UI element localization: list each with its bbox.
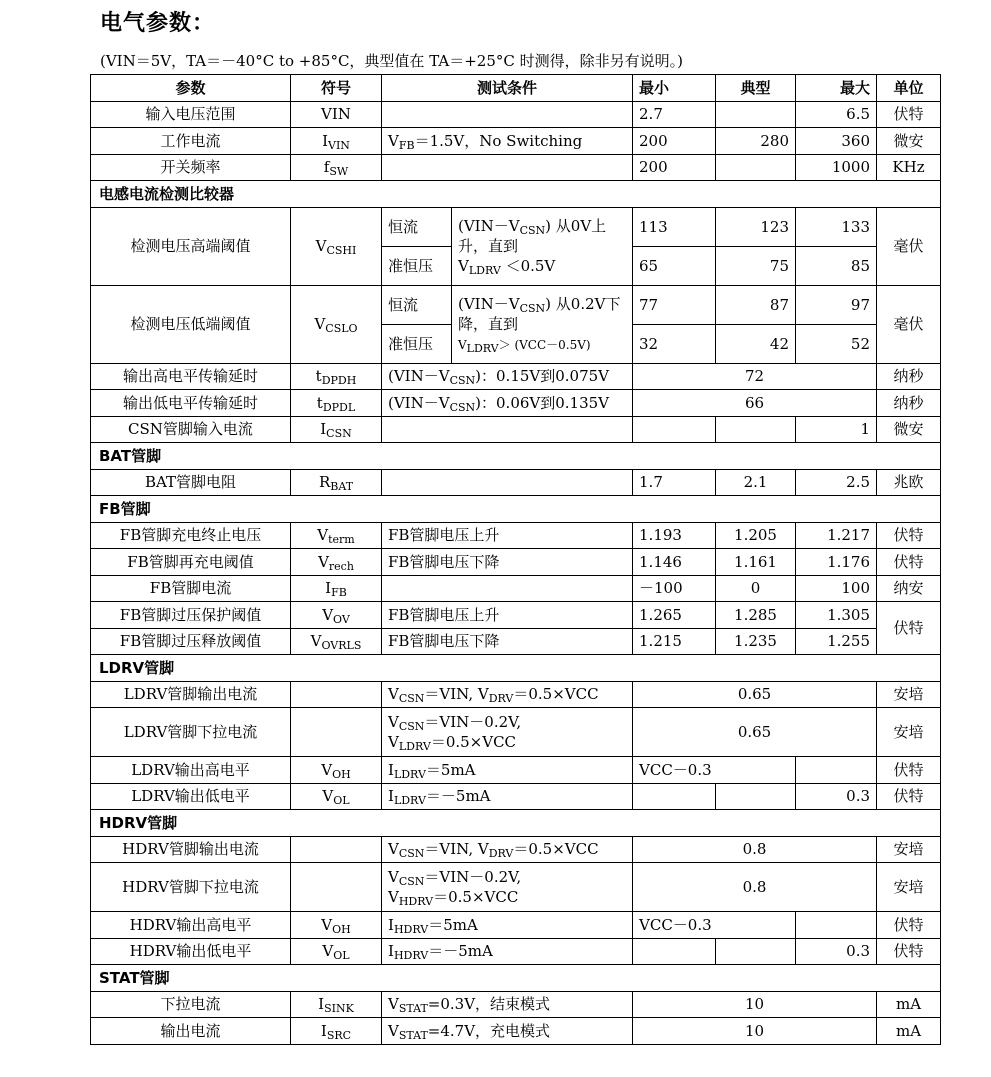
col-header-param: 参数 (91, 75, 291, 102)
value-min: 1.193 (633, 522, 716, 549)
value-min: 1.215 (633, 628, 716, 655)
mode-label: 准恒压 (382, 324, 452, 363)
value-min (633, 938, 716, 965)
value-typ: 2.1 (716, 469, 796, 496)
section-title: HDRV管脚 (91, 810, 941, 837)
section-row (91, 965, 941, 992)
value-min: 1.146 (633, 549, 716, 576)
value-unit: 伏特 (877, 912, 941, 939)
table-row (91, 575, 941, 602)
value-typ: 1.205 (716, 522, 796, 549)
section-row (91, 655, 941, 682)
value-unit: 毫伏 (877, 285, 941, 363)
table-row (91, 154, 941, 181)
test-condition: $V_{FB}=1.5V$，No Switching (382, 128, 633, 155)
param-name: 输出低电平传输延时 (91, 390, 291, 417)
col-header-typ: 典型 (716, 75, 796, 102)
value-typ: 1.235 (716, 628, 796, 655)
col-header-symbol: 符号 (291, 75, 382, 102)
value-typ: 280 (716, 128, 796, 155)
value-typ (716, 783, 796, 810)
param-symbol: $I_{VIN}$ (291, 128, 382, 155)
value-typ: 123 (716, 207, 796, 246)
test-condition: $V_{CSN}=VIN$, $V_{DRV}=0.5\times VCC$ (382, 836, 633, 863)
section-title: 电感电流检测比较器 (91, 181, 941, 208)
param-name: 输出电流 (91, 1018, 291, 1045)
mode-label: 恒流 (382, 285, 452, 324)
table-row (91, 602, 941, 629)
value-min: 77 (633, 285, 716, 324)
param-symbol: $V_{term}$ (291, 522, 382, 549)
param-name: 检测电压高端阈值 (91, 207, 291, 285)
section-title: LDRV管脚 (91, 655, 941, 682)
param-symbol: $V_{CSHI}$ (291, 207, 382, 285)
value-min: 200 (633, 128, 716, 155)
param-symbol: $V_{OL}$ (291, 783, 382, 810)
test-condition (382, 575, 633, 602)
param-symbol: $t_{DPDL}$ (291, 390, 382, 417)
col-header-test: 测试条件 (382, 75, 633, 102)
value-typ: 42 (716, 324, 796, 363)
value-typ: 75 (716, 246, 796, 285)
value-max: 1.176 (796, 549, 877, 576)
value-max (796, 757, 877, 784)
value-unit: mA (877, 991, 941, 1018)
param-symbol: $I_{SRC}$ (291, 1018, 382, 1045)
test-condition: $(VIN-V_{CSN})$：0.06V到0.135V (382, 390, 633, 417)
value-typ (716, 938, 796, 965)
value-unit: 伏特 (877, 522, 941, 549)
table-header-row (91, 75, 941, 102)
test-condition (382, 416, 633, 443)
value-min (633, 416, 716, 443)
section-row (91, 181, 941, 208)
col-header-min: 最小 (633, 75, 716, 102)
col-header-unit: 单位 (877, 75, 941, 102)
value-min: 200 (633, 154, 716, 181)
value-typ (716, 101, 796, 128)
value-typ: 1.161 (716, 549, 796, 576)
param-symbol: $V_{OH}$ (291, 912, 382, 939)
section-title: FB管脚 (91, 496, 941, 523)
test-condition: $V_{CSN}=VIN$, $V_{DRV}=0.5\times VCC$ (382, 681, 633, 708)
param-name: HDRV输出低电平 (91, 938, 291, 965)
value-unit: 伏特 (877, 783, 941, 810)
table-row (91, 783, 941, 810)
table-row (91, 522, 941, 549)
param-name: 检测电压低端阈值 (91, 285, 291, 363)
value-min: 113 (633, 207, 716, 246)
param-symbol (291, 681, 382, 708)
value-typ: 0.8 (633, 863, 877, 912)
value-max: 2.5 (796, 469, 877, 496)
value-min: 2.7 (633, 101, 716, 128)
test-condition (382, 101, 633, 128)
param-symbol: $V_{OV}$ (291, 602, 382, 629)
param-name: HDRV管脚下拉电流 (91, 863, 291, 912)
value-max: 0.3 (796, 938, 877, 965)
param-symbol: $V_{OH}$ (291, 757, 382, 784)
param-name: FB管脚充电终止电压 (91, 522, 291, 549)
value-max: 97 (796, 285, 877, 324)
table-row (91, 628, 941, 655)
value-typ: 72 (633, 363, 877, 390)
section-row (91, 496, 941, 523)
value-typ: 66 (633, 390, 877, 417)
value-max: 1.255 (796, 628, 877, 655)
value-typ: 0.65 (633, 681, 877, 708)
table-row (91, 912, 941, 939)
test-condition: FB管脚电压上升 (382, 602, 633, 629)
param-symbol: $I_{FB}$ (291, 575, 382, 602)
param-symbol: $V_{rech}$ (291, 549, 382, 576)
value-max: 85 (796, 246, 877, 285)
value-unit: 毫伏 (877, 207, 941, 285)
value-max: 133 (796, 207, 877, 246)
value-max: 1 (796, 416, 877, 443)
param-name: 开关频率 (91, 154, 291, 181)
value-unit: 伏特 (877, 757, 941, 784)
test-condition: $(VIN-V_{CSN})$ 从0.2V下降，直到 $V_{LDRV}> (VCC-0.5V)$ (452, 285, 633, 363)
param-name: LDRV管脚下拉电流 (91, 708, 291, 757)
page-title: 电气参数： (100, 11, 216, 36)
param-name: FB管脚电流 (91, 575, 291, 602)
value-unit: 微安 (877, 128, 941, 155)
value-max: 1.305 (796, 602, 877, 629)
section-row (91, 810, 941, 837)
table-row (91, 991, 941, 1018)
table-row (91, 128, 941, 155)
table-row (91, 938, 941, 965)
param-name: FB管脚过压释放阈值 (91, 628, 291, 655)
value-typ: 10 (633, 1018, 877, 1045)
value-typ: 87 (716, 285, 796, 324)
value-min (633, 783, 716, 810)
param-symbol: $f_{SW}$ (291, 154, 382, 181)
table-row (91, 101, 941, 128)
param-name: LDRV管脚输出电流 (91, 681, 291, 708)
table-row (91, 757, 941, 784)
param-symbol: $R_{BAT}$ (291, 469, 382, 496)
value-typ: 0.65 (633, 708, 877, 757)
mode-label: 准恒压 (382, 246, 452, 285)
value-typ: 0.8 (633, 836, 877, 863)
table-row (91, 836, 941, 863)
param-name: 输入电压范围 (91, 101, 291, 128)
param-symbol: $t_{DPDH}$ (291, 363, 382, 390)
param-symbol: $V_{OL}$ (291, 938, 382, 965)
value-typ: 1.285 (716, 602, 796, 629)
test-condition: FB管脚电压下降 (382, 549, 633, 576)
test-condition (382, 154, 633, 181)
electrical-parameters-table (90, 74, 941, 1045)
table-row (91, 207, 941, 246)
value-min: 65 (633, 246, 716, 285)
param-name: FB管脚过压保护阈值 (91, 602, 291, 629)
param-symbol (291, 863, 382, 912)
value-min: 1.265 (633, 602, 716, 629)
param-name: FB管脚再充电阈值 (91, 549, 291, 576)
param-symbol: VIN (291, 101, 382, 128)
param-name: 输出高电平传输延时 (91, 363, 291, 390)
value-max: 0.3 (796, 783, 877, 810)
table-row (91, 681, 941, 708)
value-unit: 伏特 (877, 938, 941, 965)
test-condition (382, 469, 633, 496)
value-typ (716, 416, 796, 443)
value-unit: mA (877, 1018, 941, 1045)
value-typ: 0 (716, 575, 796, 602)
value-max: 360 (796, 128, 877, 155)
table-row (91, 549, 941, 576)
test-condition: $V_{STAT}=4.7V$，充电模式 (382, 1018, 633, 1045)
table-row (91, 863, 941, 912)
test-conditions-note: (VIN＝5V，TA＝－40°C to +85°C，典型值在 TA＝+25°C 时测得，除非另有说明。) (100, 52, 683, 70)
table-row (91, 708, 941, 757)
table-row (91, 285, 941, 324)
value-max: 1.217 (796, 522, 877, 549)
param-name: 工作电流 (91, 128, 291, 155)
value-typ: 10 (633, 991, 877, 1018)
test-condition: $V_{CSN}=VIN-0.2V$, $V_{HDRV}=0.5\times VCC$ (382, 863, 633, 912)
test-condition: FB管脚电压上升 (382, 522, 633, 549)
test-condition: $(VIN-V_{CSN})$：0.15V到0.075V (382, 363, 633, 390)
value-unit: 兆欧 (877, 469, 941, 496)
param-name: HDRV输出高电平 (91, 912, 291, 939)
value-unit: KHz (877, 154, 941, 181)
table-row (91, 1018, 941, 1045)
section-title: BAT管脚 (91, 443, 941, 470)
value-min: 1.7 (633, 469, 716, 496)
value-unit: 伏特 (877, 549, 941, 576)
value-unit: 纳秒 (877, 390, 941, 417)
test-condition: $V_{CSN}=VIN-0.2V$, $V_{LDRV}=0.5\times VCC$ (382, 708, 633, 757)
col-header-max: 最大 (796, 75, 877, 102)
value-max: 100 (796, 575, 877, 602)
value-max: 6.5 (796, 101, 877, 128)
value-unit: 纳秒 (877, 363, 941, 390)
value-min: 32 (633, 324, 716, 363)
value-unit: 安培 (877, 863, 941, 912)
test-condition: FB管脚电压下降 (382, 628, 633, 655)
value-unit: 纳安 (877, 575, 941, 602)
param-name: LDRV输出低电平 (91, 783, 291, 810)
param-symbol (291, 836, 382, 863)
test-condition: $I_{LDRV}=-5mA$ (382, 783, 633, 810)
test-condition: $I_{HDRV}=5mA$ (382, 912, 633, 939)
param-name: LDRV输出高电平 (91, 757, 291, 784)
value-max: 1000 (796, 154, 877, 181)
param-symbol (291, 708, 382, 757)
param-symbol: $I_{CSN}$ (291, 416, 382, 443)
mode-label: 恒流 (382, 207, 452, 246)
table-row (91, 469, 941, 496)
value-unit: 微安 (877, 416, 941, 443)
table-row (91, 390, 941, 417)
param-name: HDRV管脚输出电流 (91, 836, 291, 863)
param-name: 下拉电流 (91, 991, 291, 1018)
value-max (796, 912, 877, 939)
value-unit: 伏特 (877, 101, 941, 128)
value-min: VCC－0.3 (633, 912, 796, 939)
param-name: BAT管脚电阻 (91, 469, 291, 496)
value-min: VCC－0.3 (633, 757, 796, 784)
value-unit: 安培 (877, 708, 941, 757)
param-name: CSN管脚输入电流 (91, 416, 291, 443)
value-unit: 安培 (877, 836, 941, 863)
test-condition: $I_{HDRV}=-5mA$ (382, 938, 633, 965)
value-min: －100 (633, 575, 716, 602)
param-symbol: $I_{SINK}$ (291, 991, 382, 1018)
test-condition: $V_{STAT}=0.3V$，结束模式 (382, 991, 633, 1018)
section-row (91, 443, 941, 470)
section-title: STAT管脚 (91, 965, 941, 992)
test-condition: $I_{LDRV}=5mA$ (382, 757, 633, 784)
value-unit: 安培 (877, 681, 941, 708)
value-max: 52 (796, 324, 877, 363)
test-condition: $(VIN-V_{CSN})$ 从0V上升，直到 $V_{LDRV} <0.5V$ (452, 207, 633, 285)
table-row (91, 416, 941, 443)
param-symbol: $V_{CSLO}$ (291, 285, 382, 363)
value-typ (716, 154, 796, 181)
value-unit: 伏特 (877, 602, 941, 655)
table-row (91, 363, 941, 390)
param-symbol: $V_{OVRLS}$ (291, 628, 382, 655)
